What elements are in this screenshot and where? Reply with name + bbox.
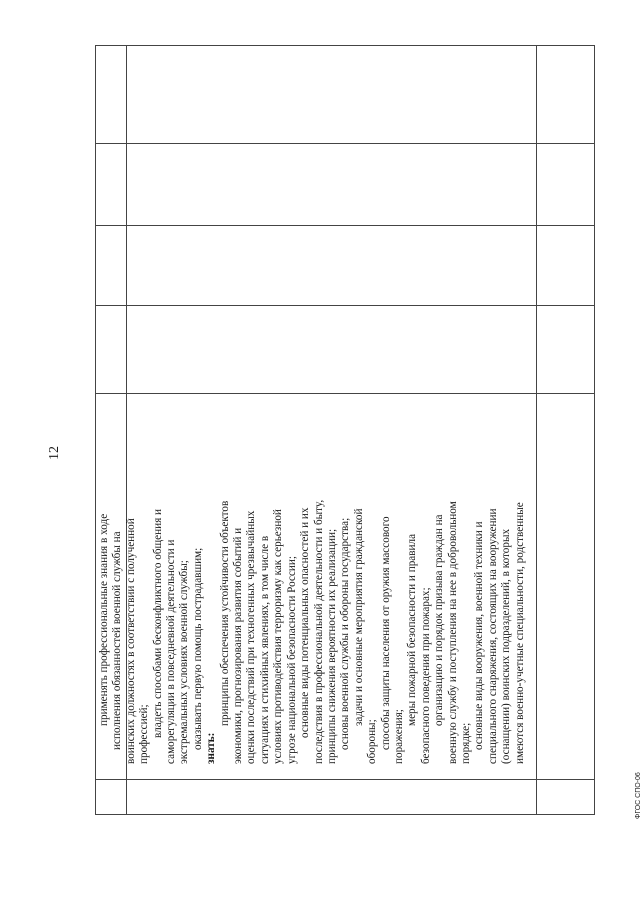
text-line: порядке; bbox=[459, 722, 472, 764]
text-line: исполнения обязанностей военной службы на bbox=[111, 531, 124, 750]
row-divider bbox=[536, 46, 537, 814]
curriculum-table bbox=[95, 45, 595, 815]
text-line: организацию и порядок призыва граждан на bbox=[433, 514, 446, 726]
column-divider bbox=[96, 779, 594, 780]
text-line: саморегуляции в повседневной деятельности и bbox=[165, 539, 178, 764]
text-line: основные виды потенциальных опасностей и их bbox=[299, 507, 312, 738]
column-divider bbox=[96, 305, 594, 306]
text-line: задачи и основные мероприятия гражданской bbox=[352, 508, 365, 726]
text-line: знать: bbox=[205, 732, 218, 764]
text-line: ситуациях и стихийных явлениях, в том числе в bbox=[258, 535, 271, 764]
column-divider bbox=[96, 393, 594, 394]
column-divider bbox=[96, 143, 594, 144]
text-line: воинских должностях в соответствии с полученной bbox=[124, 518, 137, 764]
text-line: поражения; bbox=[392, 709, 405, 764]
text-line: (оснащении) воинских подразделений, в которых bbox=[500, 528, 513, 764]
text-line: условиях противодействия терроризму как серьезной bbox=[272, 509, 285, 764]
text-line: владеть способами бесконфликтного общения и bbox=[151, 508, 164, 738]
text-line: специального снаряжения, состоящих на вооружении bbox=[486, 508, 499, 764]
text-line: экстремальных условиях военной службы; bbox=[178, 560, 191, 764]
text-line: военную службу и поступления на нее в добровольном bbox=[446, 501, 459, 764]
text-line: основы военной службы и обороны государства; bbox=[339, 517, 352, 750]
text-line: основные виды вооружения, военной техники и bbox=[473, 521, 486, 750]
text-line: последствия в профессиональной деятельности и быту, bbox=[312, 499, 325, 764]
text-line: безопасного поведения при пожарах; bbox=[419, 587, 432, 764]
text-line: принципы обеспечения устойчивости объектов bbox=[218, 500, 231, 726]
text-line: обороны; bbox=[366, 719, 379, 764]
text-line: принципы снижения вероятности их реализации; bbox=[325, 528, 338, 764]
page-number: 12 bbox=[47, 446, 62, 460]
column-divider bbox=[96, 225, 594, 226]
text-line: меры пожарной безопасности и правила bbox=[406, 533, 419, 726]
text-line: экономики, прогнозирования развития событий и bbox=[232, 527, 245, 764]
competency-text-cell bbox=[98, 409, 527, 764]
text-line: оказывать первую помощь пострадавшим; bbox=[191, 547, 204, 750]
text-line: имеются военно-учетные специальности, родственные bbox=[513, 502, 526, 764]
text-line: угрозе национальной безопасности России; bbox=[285, 555, 298, 764]
text-line: профессией; bbox=[138, 704, 151, 764]
text-line: способы защиты населения от оружия массового bbox=[379, 516, 392, 750]
text-line: оценки последствий при техногенных чрезвычайных bbox=[245, 510, 258, 764]
footer-code: ФГОС СПО-06 bbox=[635, 772, 642, 819]
text-line: применять профессиональные знания в ходе bbox=[98, 513, 110, 726]
rotated-page bbox=[47, 45, 642, 819]
